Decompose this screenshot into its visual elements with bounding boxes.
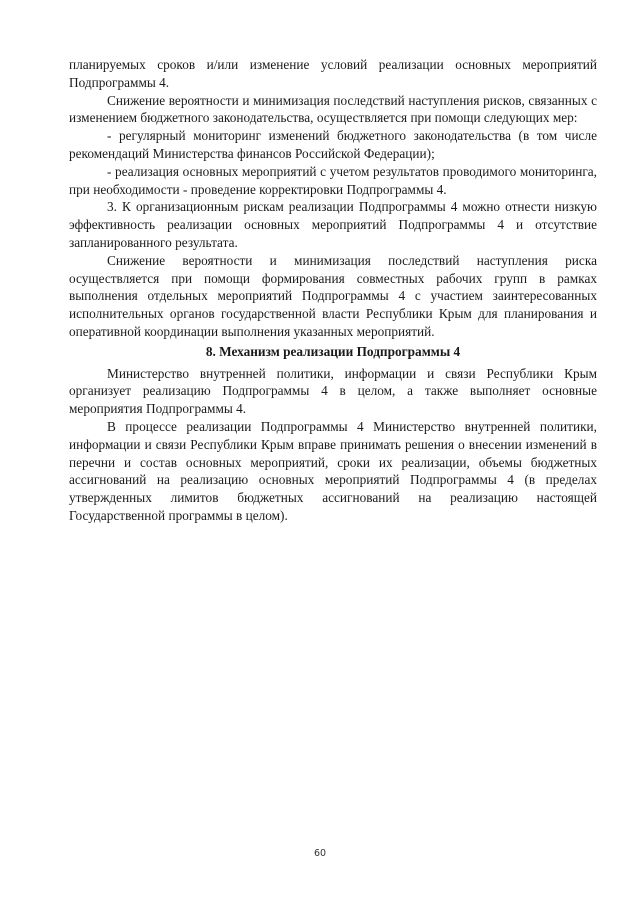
paragraph-ministry-decisions: В процессе реализации Подпрограммы 4 Министерство внутренней политики, информации и связи Республики Крым вправе принимать решения о внесении изменений в перечни и состав основных мероприятий, сроки их реализации, объемы бюджетных ассигнований на реализацию основных мероприятий Подпрограммы 4 (в пределах утвержденных лимитов бюджетных ассигнований на реализацию настоящей Государственной программы в целом).	[69, 418, 597, 523]
document-body	[69, 56, 597, 525]
list-item-monitoring: - регулярный мониторинг изменений бюджетного законодательства (в том числе рекомендаций Министерства финансов Российской Федерации);	[69, 128, 597, 161]
paragraph-continuation: планируемых сроков и/или изменение условий реализации основных мероприятий Подпрограммы 4.	[69, 57, 597, 90]
paragraph-ministry-organizes: Министерство внутренней политики, информации и связи Республики Крым организует реализацию Подпрограммы 4 в целом, а также выполняет основные мероприятия Подпрограммы 4.	[69, 365, 597, 417]
paragraph-organizational-risks: 3. К организационным рискам реализации Подпрограммы 4 можно отнести низкую эффективность реализации основных мероприятий Подпрограммы 4 и отсутствие запланированного результата.	[69, 199, 597, 250]
paragraph-budget-risk-mitigation: Снижение вероятности и минимизация последствий наступления рисков, связанных с изменением бюджетного законодательства, осуществляется при помощи следующих мер:	[69, 92, 597, 126]
list-item-implementation: - реализация основных мероприятий с учетом результатов проводимого мониторинга, при необходимости - проведение корректировки Подпрограммы 4.	[69, 163, 597, 197]
section-heading: 8. Механизм реализации Подпрограммы 4	[205, 343, 461, 359]
page-number: 60	[313, 848, 327, 859]
paragraph-working-groups: Снижение вероятности и минимизация последствий наступления риска осуществляется при помощи формирования совместных рабочих групп в рамках выполнения отдельных мероприятий Подпрограммы 4 с участием заинтересованных исполнительных органов государственной власти Республики Крым для планирования и оперативной координации выполнения указанных мероприятий.	[69, 252, 597, 339]
